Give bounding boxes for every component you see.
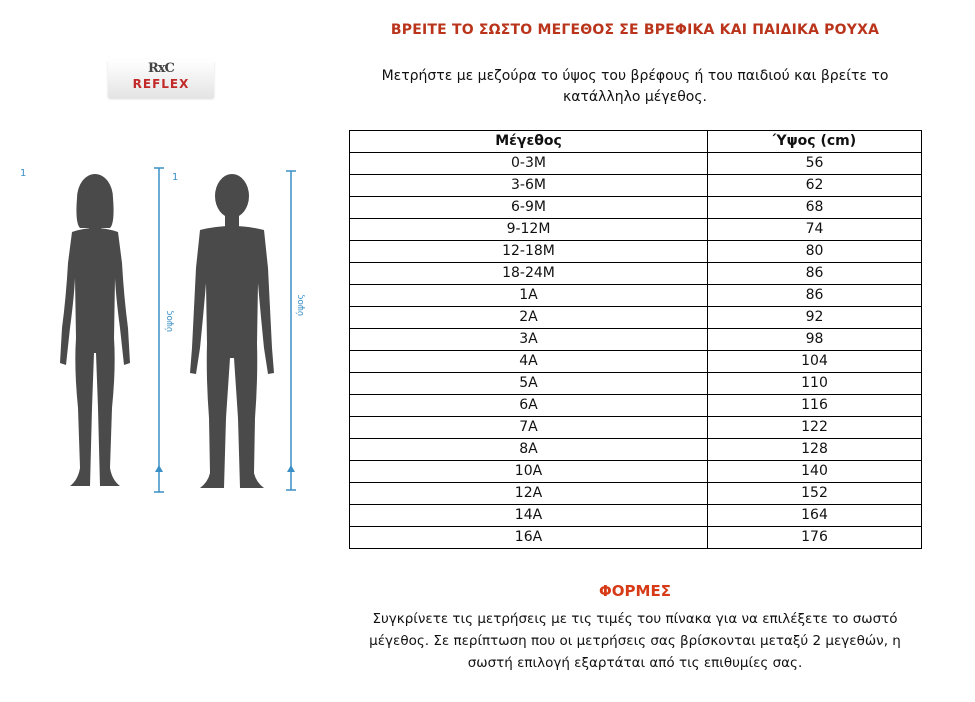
table-row [350,505,922,527]
height-cell: 152 [708,483,922,505]
table-row [350,285,922,307]
table-row [350,351,922,373]
table-row [350,307,922,329]
size-cell: 9-12M [350,219,708,241]
height-cell: 104 [708,351,922,373]
height-cell: 80 [708,241,922,263]
table-row [350,219,922,241]
size-cell: 12-18M [350,241,708,263]
height-cell: 98 [708,329,922,351]
size-chart-table [349,130,922,549]
table-row [350,373,922,395]
size-cell: 5A [350,373,708,395]
table-row [350,241,922,263]
height-cell: 128 [708,439,922,461]
height-cell: 62 [708,175,922,197]
logo-monogram: RxC [148,61,174,76]
forms-description: Συγκρίνετε τις μετρήσεις με τις τιμές του πίνακα για να επιλέξετε το σωστό μέγεθος. Σε περίπτωση που οι μετρήσεις σας βρίσκονται μεταξύ 2 μεγεθών, η σωστή επιλογή εξαρτάται από τις επιθυμίες σας. [369,611,901,671]
size-cell: 1A [350,285,708,307]
height-guide-right [284,168,298,495]
table-row [350,483,922,505]
marker-right: 1 [172,172,179,183]
size-cell: 12A [350,483,708,505]
height-cell: 140 [708,461,922,483]
table-header-row [350,131,922,153]
logo-wordmark: REFLEX [132,77,190,91]
height-cell: 74 [708,219,922,241]
intro-text: Μετρήστε με μεζούρα το ύψος του βρέφους ή του παιδιού και βρείτε το κατάλληλο μέγεθος. [381,68,889,105]
table-row [350,153,922,175]
table-row [350,395,922,417]
height-cell: 116 [708,395,922,417]
height-cell: 86 [708,263,922,285]
table-row [350,263,922,285]
table-row [350,461,922,483]
column-header-height: Ύψος (cm) [708,131,922,153]
size-cell: 14A [350,505,708,527]
size-cell: 16A [350,527,708,549]
size-cell: 18-24M [350,263,708,285]
marker-left: 1 [20,168,27,179]
size-cell: 8A [350,439,708,461]
table-row [350,439,922,461]
height-cell: 110 [708,373,922,395]
size-cell: 3-6M [350,175,708,197]
height-cell: 56 [708,153,922,175]
size-cell: 6A [350,395,708,417]
column-header-size: Μέγεθος [350,131,708,153]
size-cell: 6-9M [350,197,708,219]
height-cell: 86 [708,285,922,307]
size-cell: 3A [350,329,708,351]
size-cell: 10A [350,461,708,483]
height-cell: 176 [708,527,922,549]
height-cell: 122 [708,417,922,439]
height-cell: 68 [708,197,922,219]
size-cell: 4A [350,351,708,373]
boy-silhouette [182,168,282,493]
size-cell: 0-3M [350,153,708,175]
height-guide-left [152,165,166,495]
table-row [350,175,922,197]
table-row [350,197,922,219]
page-title: ΒΡΕΙΤΕ ΤΟ ΣΩΣΤΟ ΜΕΓΕΘΟΣ ΣΕ ΒΡΕΦΙΚΑ ΚΑΙ ΠΑΙΔΙΚΑ ΡΟΥΧΑ [390,22,880,38]
height-label-left: ύψος [165,310,175,332]
size-cell: 7A [350,417,708,439]
height-cell: 92 [708,307,922,329]
table-row [350,417,922,439]
table-row [350,527,922,549]
table-row [350,329,922,351]
girl-silhouette [50,168,140,493]
height-cell: 164 [708,505,922,527]
size-cell: 2A [350,307,708,329]
reflex-logo [108,60,214,98]
height-label-right: ύψος [296,294,306,316]
forms-heading: ΦΟΡΜΕΣ [599,582,671,600]
table-body [350,153,922,549]
